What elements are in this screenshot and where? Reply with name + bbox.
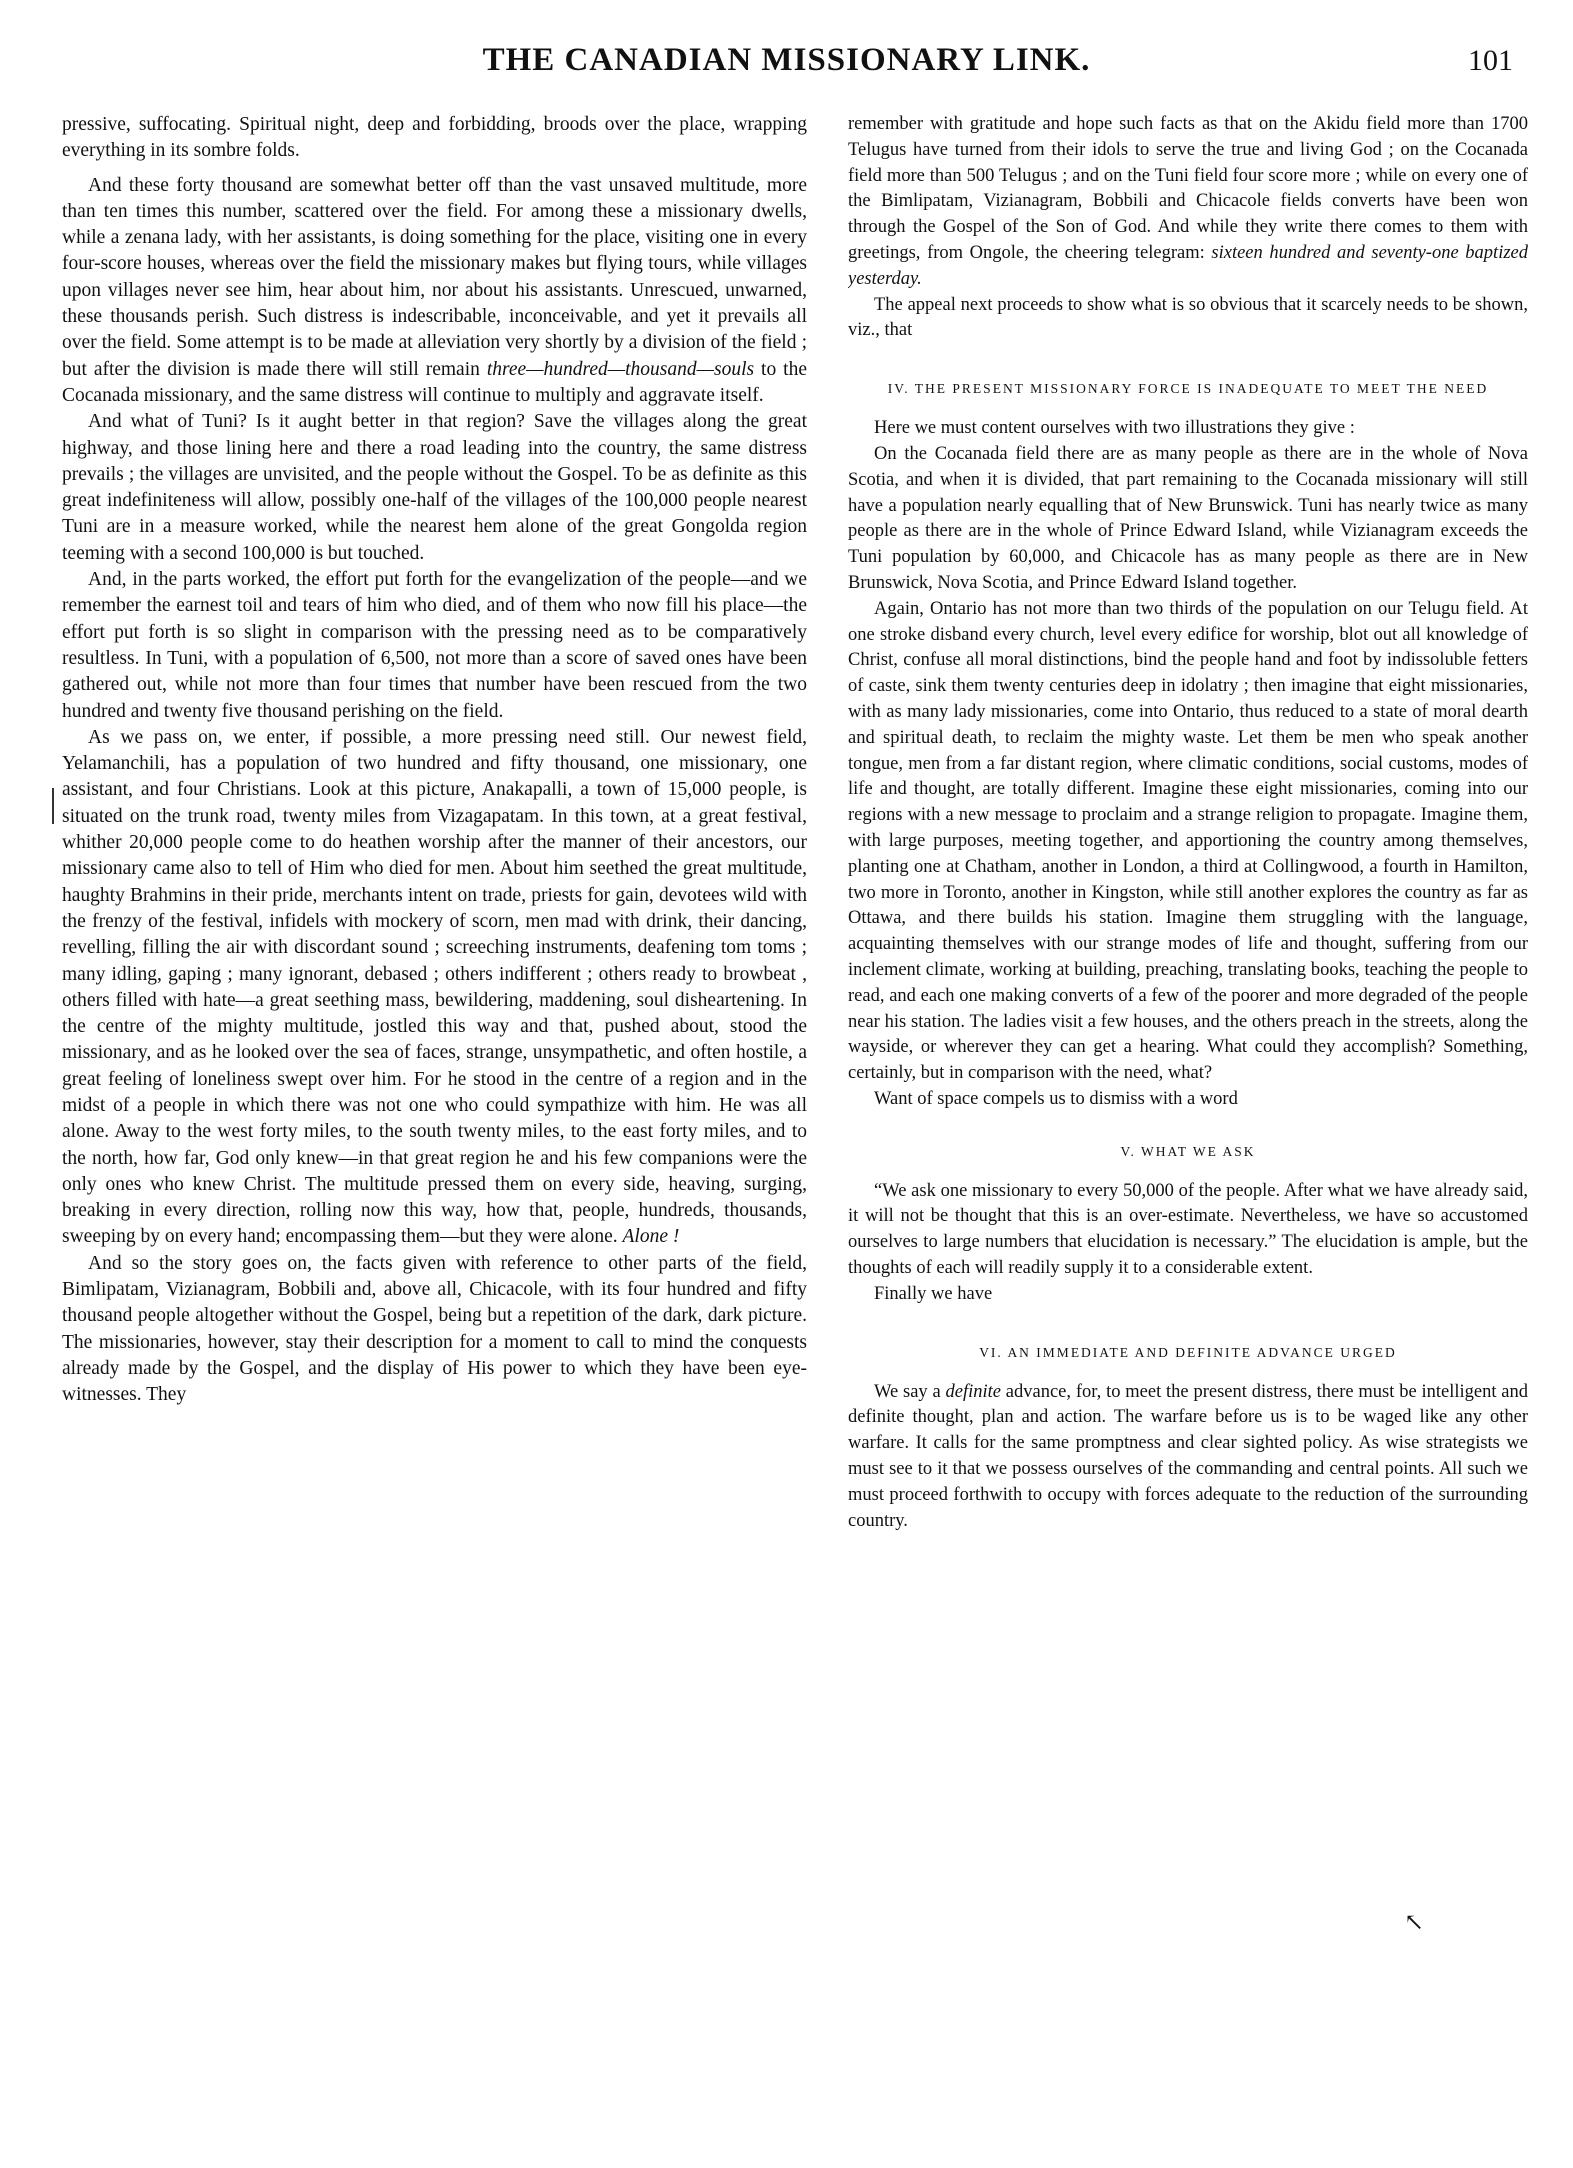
paragraph: Again, Ontario has not more than two thirds of the population on our Telugu field. At one stroke disband every church, level every edifice for worship, blot out all knowledge of Christ, confuse all moral distinctions, bind the people hand and foot by indissoluble fetters of caste, sink them twenty centuries deep in idolatry ; then imagine that eight missionaries, with as many lady missionaries, come into Ontario, thus reduced to a state of moral dearth and spiritual death, to reclaim the mighty waste. Let them be men who speak another tongue, men from a far distant region, where climatic conditions, social customs, modes of life and thought, are totally different. Imagine these eight missionaries, coming into our regions with a new message to proclaim and a strange religion to propagate. Imagine them, with large purposes, meeting together, and apportioning the country among themselves, planting one at Chatham, another in London, a third at Collingwood, a fourth in Hamilton, two more in Toronto, another in Kingston, while still another explores the country as far as Ottawa, and there builds his station. Imagine them struggling with the language, acquainting themselves with our strange modes of life and thought, suffering from our inclement climate, working at building, preaching, translating books, teaching the people to read, and each one making converts of a few of the poorer and more degraded of the people near his station. The ladies visit a few houses, and the others preach in the streets, along the wayside, or wherever they can get a hearing. What could they accomplish? Something, certainly, but in comparison with the need, what? (848, 598, 1528, 1084)
emphasis: sixteen hundred and seventy-one baptized yesterday. (848, 242, 1528, 289)
paragraph: And so the story goes on, the facts given with reference to other parts of the field, Bimlipatam, Vizianagram, Bobbili and, above all, Chicacole, with its four hundred and fifty thousand people altogether without the Gospel, being but a repetition of the dark, dark picture. The missionaries, however, stay their description for a moment to call to mind the conquests already made by the Gospel, and the display of His power to which they have been eye-witnesses. They (62, 1252, 807, 1406)
section-heading: VI. AN IMMEDIATE AND DEFINITE ADVANCE URGED (979, 1344, 1397, 1360)
emphasis: definite (945, 1381, 1001, 1402)
paragraph: The appeal next proceeds to show what is so obvious that it scarcely needs to be shown, viz., that (848, 294, 1528, 341)
paragraph: And these forty thousand are somewhat better off than the vast unsaved multitude, more than ten times this number, scattered over the field. For among these a missionary dwells, while a zenana lady, with her assistants, is doing something for the place, visiting one in every four-score houses, whereas over the field the missionary makes but flying tours, while villages upon villages never see him, hear about him, nor about his assistants. Unrescued, unwarned, these thousands perish. Such distress is indescribable, inconceivable, and yet it prevails all over the field. Some attempt is to be made at alleviation very shortly by a division of the field ; but after the division is made there will still remain three—hundred—thousand—souls to the Cocanada missionary, and the same distress will continue to multiply and aggravate itself. (62, 174, 807, 406)
paragraph: And what of Tuni? Is it aught better in that region? Save the villages along the great highway, and those lining here and there a road leading into the country, the same distress prevails ; the villages are unvisited, and the people without the Gospel. To be as definite as this great indefiniteness will allow, possibly one-half of the villages of the 100,000 people nearest Tuni are in a measure worked, while the nearest hem alone of the great Gongolda region teeming with a second 100,000 is but touched. (62, 411, 807, 564)
right-column (848, 112, 1528, 2122)
paragraph: Want of space compels us to dismiss with a word (874, 1088, 1238, 1109)
paragraph: Finally we have (874, 1283, 993, 1304)
paragraph: remember with gratitude and hope such facts as that on the Akidu field more than 1700 Telugus have turned from their idols to serve the true and living God ; on the Cocanada field more than 500 Telugus ; and on the Tuni field four score more ; while on every one of the Bimlipatam, Vizianagram, Bobbili and Chicacole fields converts have been won through the Gospel of the Son of God. And while they write there comes to them with greetings, from Ongole, the cheering telegram: sixteen hundred and seventy-one baptized yesterday. (848, 114, 1528, 289)
page-number: 101 (1468, 44, 1513, 77)
page-title: THE CANADIAN MISSIONARY LINK. (482, 42, 1091, 78)
paragraph: Here we must content ourselves with two illustrations they give : (874, 418, 1355, 439)
paragraph: pressive, suffocating. Spiritual night, deep and forbidding, broods over the place, wrapping everything in its sombre folds. (62, 114, 807, 162)
paragraph: And, in the parts worked, the effort put forth for the evangelization of the people—and we remember the earnest toil and tears of him who died, and of them who now fill his place—the effort put forth is so slight in comparison with the pressing need as to be comparatively resultless. In Tuni, with a population of 6,500, not more than a score of saved ones have been gathered out, while not more than four times that number have been rescued from the two hundred and twenty five thousand perishing on the field. (62, 569, 807, 722)
paragraph: “We ask one missionary to every 50,000 of the people. After what we have already said, it will not be thought that this is an over-estimate. Nevertheless, we have so accustomed ourselves to large numbers that elucidation is necessary.” The elucidation is ample, but the thoughts of each will readily supply it to a considerable extent. (848, 1180, 1528, 1279)
paragraph: We say a definite advance, for, to meet the present distress, there must be intelligent and definite thought, plan and action. The warfare before us is to be waged like any other warfare. It calls for the same promptness and clear sighted policy. As wise strategists we must see to it that we possess ourselves of the commanding and central points. All such we must proceed forthwith to occupy with forces adequate to the reduction of the surrounding country. (848, 1381, 1528, 1531)
cursor-arrow-icon: ↖ (1404, 1910, 1425, 1936)
emphasis: three—hundred—thousand—souls (486, 358, 755, 380)
paragraph: As we pass on, we enter, if possible, a more pressing need still. Our newest field, Yelamanchili, has a population of two hundred and fifty thousand, one missionary, one assistant, and four Christians. Look at this picture, Anakapalli, a town of 15,000 people, is situated on the trunk road, twenty miles from Vizagapatam. In this town, at a great festival, whither 20,000 people come to do heathen worship after the manner of their ancestors, our missionary came also to tell of Him who died for men. About him seethed the great multitude, haughty Brahmins in their pride, merchants intent on trade, priests for gain, devotees wild with the frenzy of the festival, infidels with mockery of scorn, men mad with drink, their dancing, revelling, filling the air with discordant sound ; screeching instruments, deafening tom toms ; many idling, gaping ; many ignorant, debased ; others indifferent ; others ready to browbeat , others filled with hate—a great seething mass, bewildering, maddening, soul disheartening. In the centre of the mighty multitude, jostled this way and that, pushed about, stood the missionary, and as he looked over the sea of faces, strange, unsympathetic, and often hostile, a great feeling of loneliness swept over him. For he stood in the centre of a region and in the midst of a people in which there was not one who could sympathize with him. He was all alone. Away to the west forty miles, to the south twenty miles, to the east forty miles, and to the north, how far, God only knew—in that great region he and his few companions were the only ones who knew Christ. The multitude pressed them on every side, heaving, surging, breaking in every direction, rolling now this way, how that, people, hundreds, thousands, sweeping by on every hand; encompassing them—but they were alone. Alone ! (62, 726, 807, 1248)
paragraph: On the Cocanada field there are as many people as there are in the whole of Nova Scotia, and when it is divided, that part remaining to the Cocanada missionary will still have a population nearly equalling that of New Brunswick. Tuni has nearly twice as many people as there are in the whole of Prince Edward Island, while Vizianagram exceeds the Tuni population by 60,000, and Chicacole has as many people as there are in New Brunswick, Nova Scotia, and Prince Edward Island together. (848, 443, 1528, 593)
page-header (0, 42, 1573, 82)
emphasis: Alone ! (622, 1226, 680, 1248)
section-heading: V. WHAT WE ASK (1120, 1143, 1256, 1159)
margin-mark (52, 788, 58, 824)
left-column (62, 112, 807, 2142)
section-heading: IV. THE PRESENT MISSIONARY FORCE IS INADEQUATE TO MEET THE NEED (887, 381, 1489, 397)
